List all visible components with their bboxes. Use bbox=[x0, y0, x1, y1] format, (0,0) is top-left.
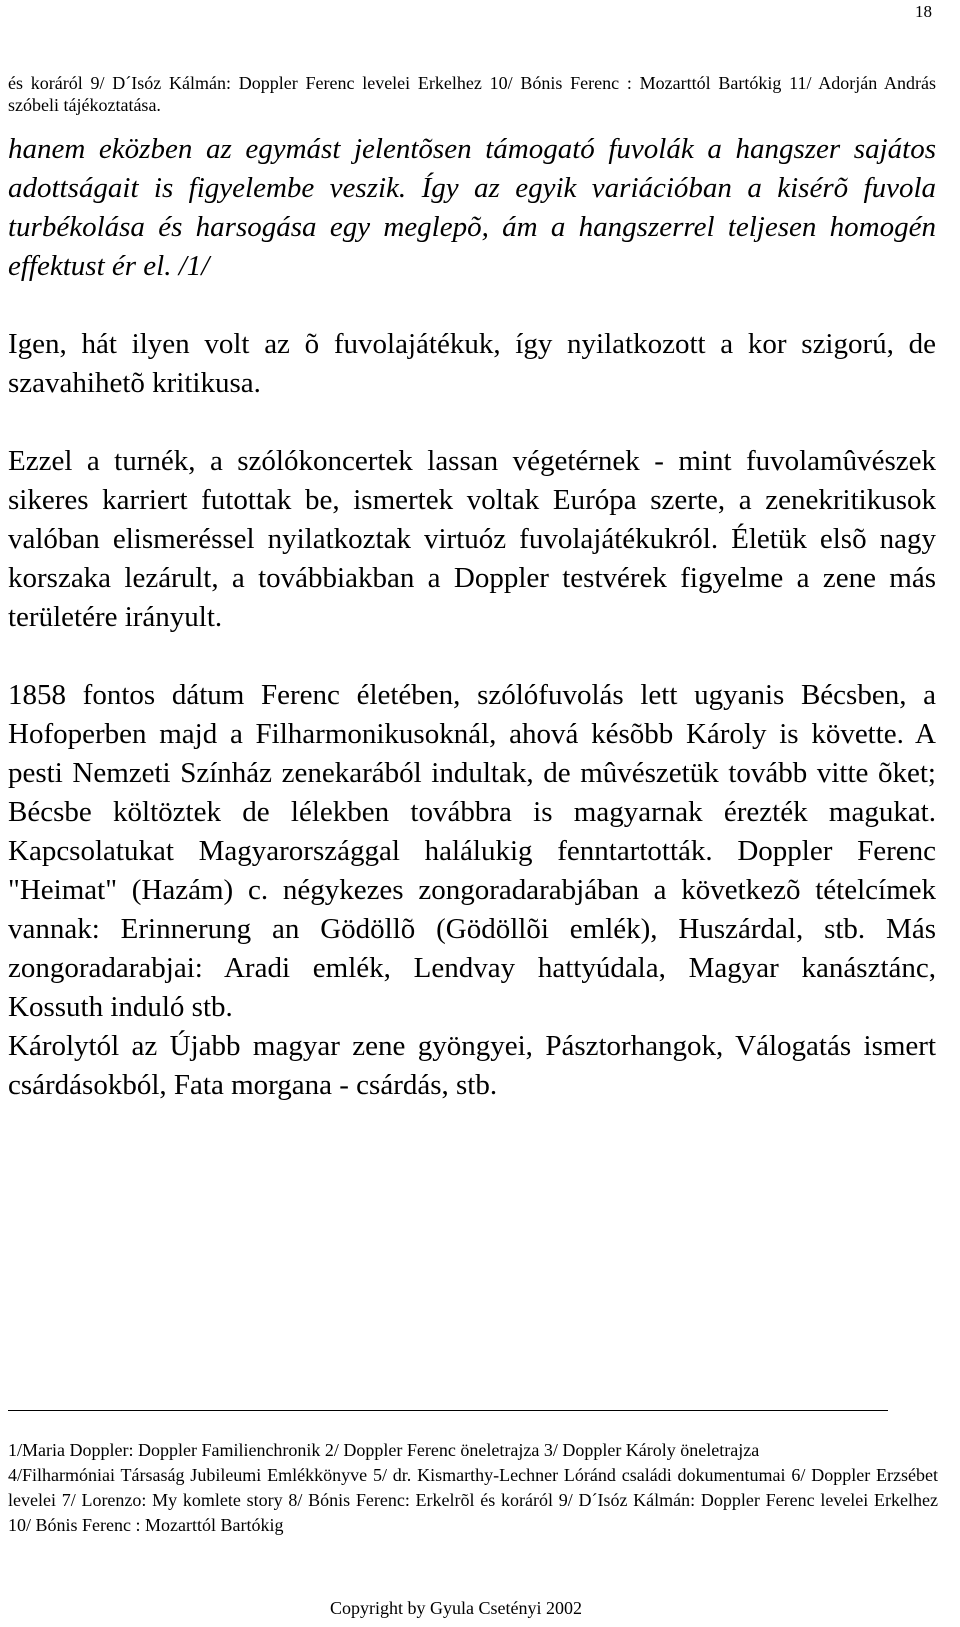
paragraph-critique-quote: hanem eközben az egymást jelentõsen támogató fuvolák a hangszer sajátos adottságait is figyelembe veszik. Így az egyik variációban a kisérõ fuvola turbékolása és harsogása egy meglepõ, ám a hangszerrel teljesen homogén effektust ér el. /1/ bbox=[8, 133, 936, 282]
paragraph-karoly-works: Károlytól az Újabb magyar zene gyöngyei, Pásztorhangok, Válogatás ismert csárdásokból, Fata morgana - csárdás, stb. bbox=[8, 1030, 936, 1101]
document-body bbox=[8, 130, 936, 1105]
header-footnote-continuation: és koráról 9/ D´Isóz Kálmán: Doppler Ferenc levelei Erkelhez 10/ Bónis Ferenc : Mozarttól Bartókig 11/ Adorján András szóbeli tájékoztatása. bbox=[8, 73, 936, 115]
paragraph-critic-remark: Igen, hát ilyen volt az õ fuvolajátékuk, így nyilatkozott a kor szigorú, de szavahihetõ kritikusa. bbox=[8, 328, 936, 399]
page-number: 18 bbox=[915, 2, 932, 21]
paragraph-1858-vienna: 1858 fontos dátum Ferenc életében, szólófuvolás lett ugyanis Bécsben, a Hofoperben majd a Filharmonikusoknál, ahová késõbb Károly is követte. A pesti Nemzeti Színház zenekarából indultak, de mûvészetük tovább vitte õket; Bécsbe költöztek de lélekben továbbra is magyarnak érezték magukat. Kapcsolatukat Magyarországgal halálukig fenntartották. Doppler Ferenc "Heimat" (Hazám) c. négykezes zongoradarabjában a következõ tételcímek vannak: Erinnerung an Gödöllõ (Gödöllõi emlék), Huszárdal, stb. Más zongoradarabjai: Aradi emlék, Lendvay hattyúdala, Magyar kanásztánc, Kossuth induló stb. bbox=[8, 679, 936, 1023]
footnotes bbox=[8, 1438, 938, 1538]
paragraph-tours-end: Ezzel a turnék, a szólókoncertek lassan végetérnek - mint fuvolamûvészek sikeres karriert futottak be, ismertek voltak Európa szerte, a zenekritikusok valóban elismeréssel nyilatkoztak virtuóz fuvolajátékukról. Életük elsõ nagy korszaka lezárult, a továbbiakban a Doppler testvérek figyelme a zene más területére irányult. bbox=[8, 445, 936, 633]
footnote-line: 4/Filharmóniai Társaság Jubileumi Emlékkönyve 5/ dr. Kismarthy-Lechner Lóránd családi dokumentumai 6/ Doppler Erzsébet levelei 7/ Lorenzo: My komlete story 8/ Bónis Ferenc: Erkelrõl és koráról 9/ D´Isóz Kálmán: Doppler Ferenc levelei Erkelhez 10/ Bónis Ferenc : Mozarttól Bartókig bbox=[8, 1465, 938, 1535]
copyright-notice: Copyright by Gyula Csetényi 2002 bbox=[330, 1598, 582, 1618]
footnote-line: 1/Maria Doppler: Doppler Familienchronik 2/ Doppler Ferenc öneletrajza 3/ Doppler Károly öneletrajza bbox=[8, 1440, 760, 1460]
footnote-divider bbox=[8, 1410, 888, 1411]
